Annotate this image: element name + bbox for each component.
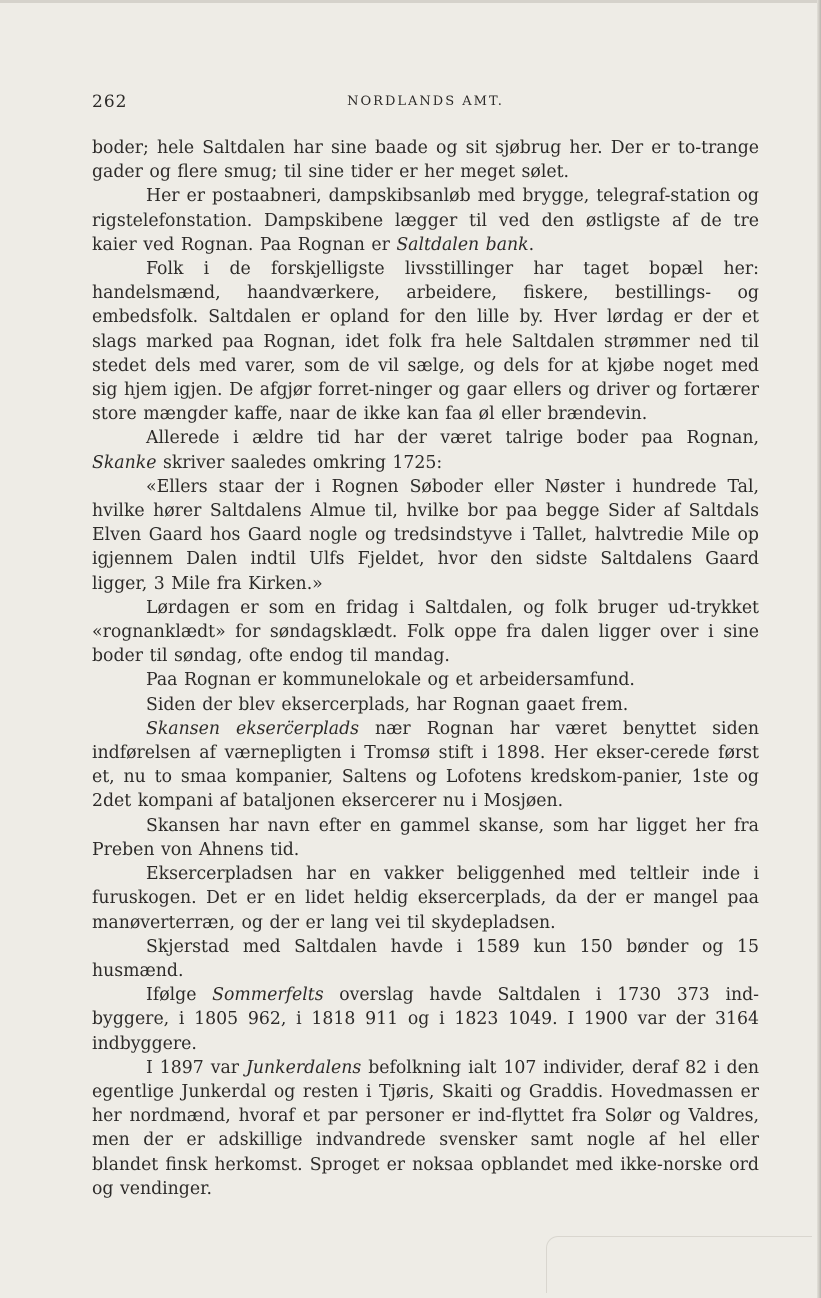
body-text	[92, 136, 759, 1201]
paragraph-3	[92, 257, 759, 426]
paragraph-9	[92, 717, 759, 814]
paragraph-7-text: Paa Rognan er kommunelokale og et arbeidersamfund.	[146, 670, 635, 691]
paragraph-14-text: I 1897 var	[146, 1057, 246, 1078]
paragraph-9-emphasis: Skansen ekserc̈erplads	[146, 718, 360, 739]
paragraph-1	[92, 136, 759, 184]
paragraph-11	[92, 862, 759, 935]
paragraph-14	[92, 1056, 759, 1201]
paragraph-12-text: Skjerstad med Saltdalen havde i 1589 kun 150 bønder og 15 husmænd.	[92, 936, 759, 981]
page-right-edge	[817, 0, 821, 1298]
paragraph-4	[92, 426, 759, 474]
paragraph-2	[92, 184, 759, 257]
paragraph-6	[92, 596, 759, 669]
paragraph-13-text: Ifølge	[146, 985, 213, 1006]
paragraph-4-after: skriver saaledes omkring 1725:	[156, 452, 443, 473]
paragraph-1-text: boder; hele Saltdalen har sine baade og sit sjøbrug her. Der er to-trange gader og flere smug; til sine tider er her meget sølet.	[92, 138, 759, 183]
paragraph-2-after: .	[528, 234, 535, 255]
paragraph-4-emphasis: Skanke	[92, 452, 157, 473]
paragraph-8-text: Siden der blev eksercerplads, har Rognan gaaet frem.	[146, 694, 629, 715]
paragraph-10	[92, 814, 759, 862]
paragraph-7	[92, 668, 759, 692]
paragraph-6-text: Lørdagen er som en fridag i Saltdalen, og folk bruger ud-trykket «rognanklædt» for søndagsklædt. Folk oppe fra dalen ligger over i sine boder til søndag, ofte endog til mandag.	[92, 597, 759, 667]
paragraph-14-after: befolkning ialt 107 individer, deraf 82 i den egentlige Junkerdal og resten i Tjøris, Skaiti og Graddis. Hovedmassen er her nordmænd, hvoraf et par personer er ind-flyttet fra Solør og Valdres, men der er adskillige indvandrede svensker samt nogle af hel eller blandet finsk herkomst. Sproget er noksaa opblandet med ikke-norske ord og vendinger.	[92, 1057, 759, 1199]
running-head: NORDLANDS AMT.	[347, 94, 504, 109]
paragraph-8	[92, 693, 759, 717]
paragraph-13-after: overslag havde Saltdalen i 1730 373 ind-byggere, i 1805 962, i 1818 911 og i 1823 1049. I 1900 var der 3164 indbyggere.	[92, 985, 760, 1054]
paragraph-12	[92, 935, 759, 983]
paragraph-5-text: «Ellers staar der i Rognen Søboder eller Nøster i hundrede Tal, hvilke hører Saltdalens Almue til, hvilke bor paa begge Sider af Saltdals Elven Gaard hos Gaard nogle og tredsindstyve i Tallet, halvtredie Mile op igjennem Dalen indtil Ulfs Fjeldet, hvor den sidste Saltdalens Gaard ligger, 3 Mile fra Kirken.»	[92, 476, 759, 594]
page-header	[92, 92, 759, 114]
paragraph-14-emphasis: Junkerdalens	[246, 1057, 362, 1078]
page-top-edge	[0, 0, 821, 3]
paragraph-2-text: Her er postaabneri, dampskibsanløb med brygge, telegraf-station og rigstelefonstation. Dampskibene lægger til ved den østligste af de tre kaier ved Rognan. Paa Rognan er	[92, 186, 759, 255]
paragraph-9-text: nær Rognan har været benyttet siden indførelsen af værnepligten i Tromsø stift i 1898. Her ekser-cerede først et, nu to smaa kompanier, Saltens og Lofotens kredskom-panier, 1ste og 2det kompani af bataljonen eksercerer nu i Mosjøen.	[92, 718, 759, 812]
paragraph-5-quote	[92, 475, 759, 596]
paragraph-3-text: Folk i de forskjelligste livsstillinger har taget bopæl her: handelsmænd, haandværkere, arbeidere, fiskere, bestillings- og embedsfolk. Saltdalen er opland for den lille by. Hver lørdag er der et slags marked paa Rognan, idet folk fra hele Saltdalen strømmer ned til stedet dels med varer, som de vil sælge, og dels for at kjøbe noget med sig hjem igjen. De afgjør forret-ninger og gaar ellers og driver og fortærer store mængder kaffe, naar de ikke kan faa øl eller brændevin.	[92, 259, 759, 425]
paragraph-10-text: Skansen har navn efter en gammel skanse, som har ligget her fra Preben von Ahnens tid.	[92, 815, 759, 860]
scan-corner-mark	[546, 1236, 812, 1293]
paragraph-13	[92, 983, 759, 1056]
page-number: 262	[92, 92, 128, 112]
paragraph-4-text: Allerede i ældre tid har der været talrige boder paa Rognan,	[146, 428, 759, 449]
paragraph-2-emphasis: Saltdalen bank	[396, 234, 529, 255]
paragraph-11-text: Eksercerpladsen har en vakker beliggenhed med teltleir inde i furuskogen. Det er en lidet heldig eksercerplads, da der er mangel paa manøverterræn, og der er lang vei til skydepladsen.	[92, 864, 759, 933]
paragraph-13-emphasis: Sommerfelts	[212, 985, 324, 1006]
